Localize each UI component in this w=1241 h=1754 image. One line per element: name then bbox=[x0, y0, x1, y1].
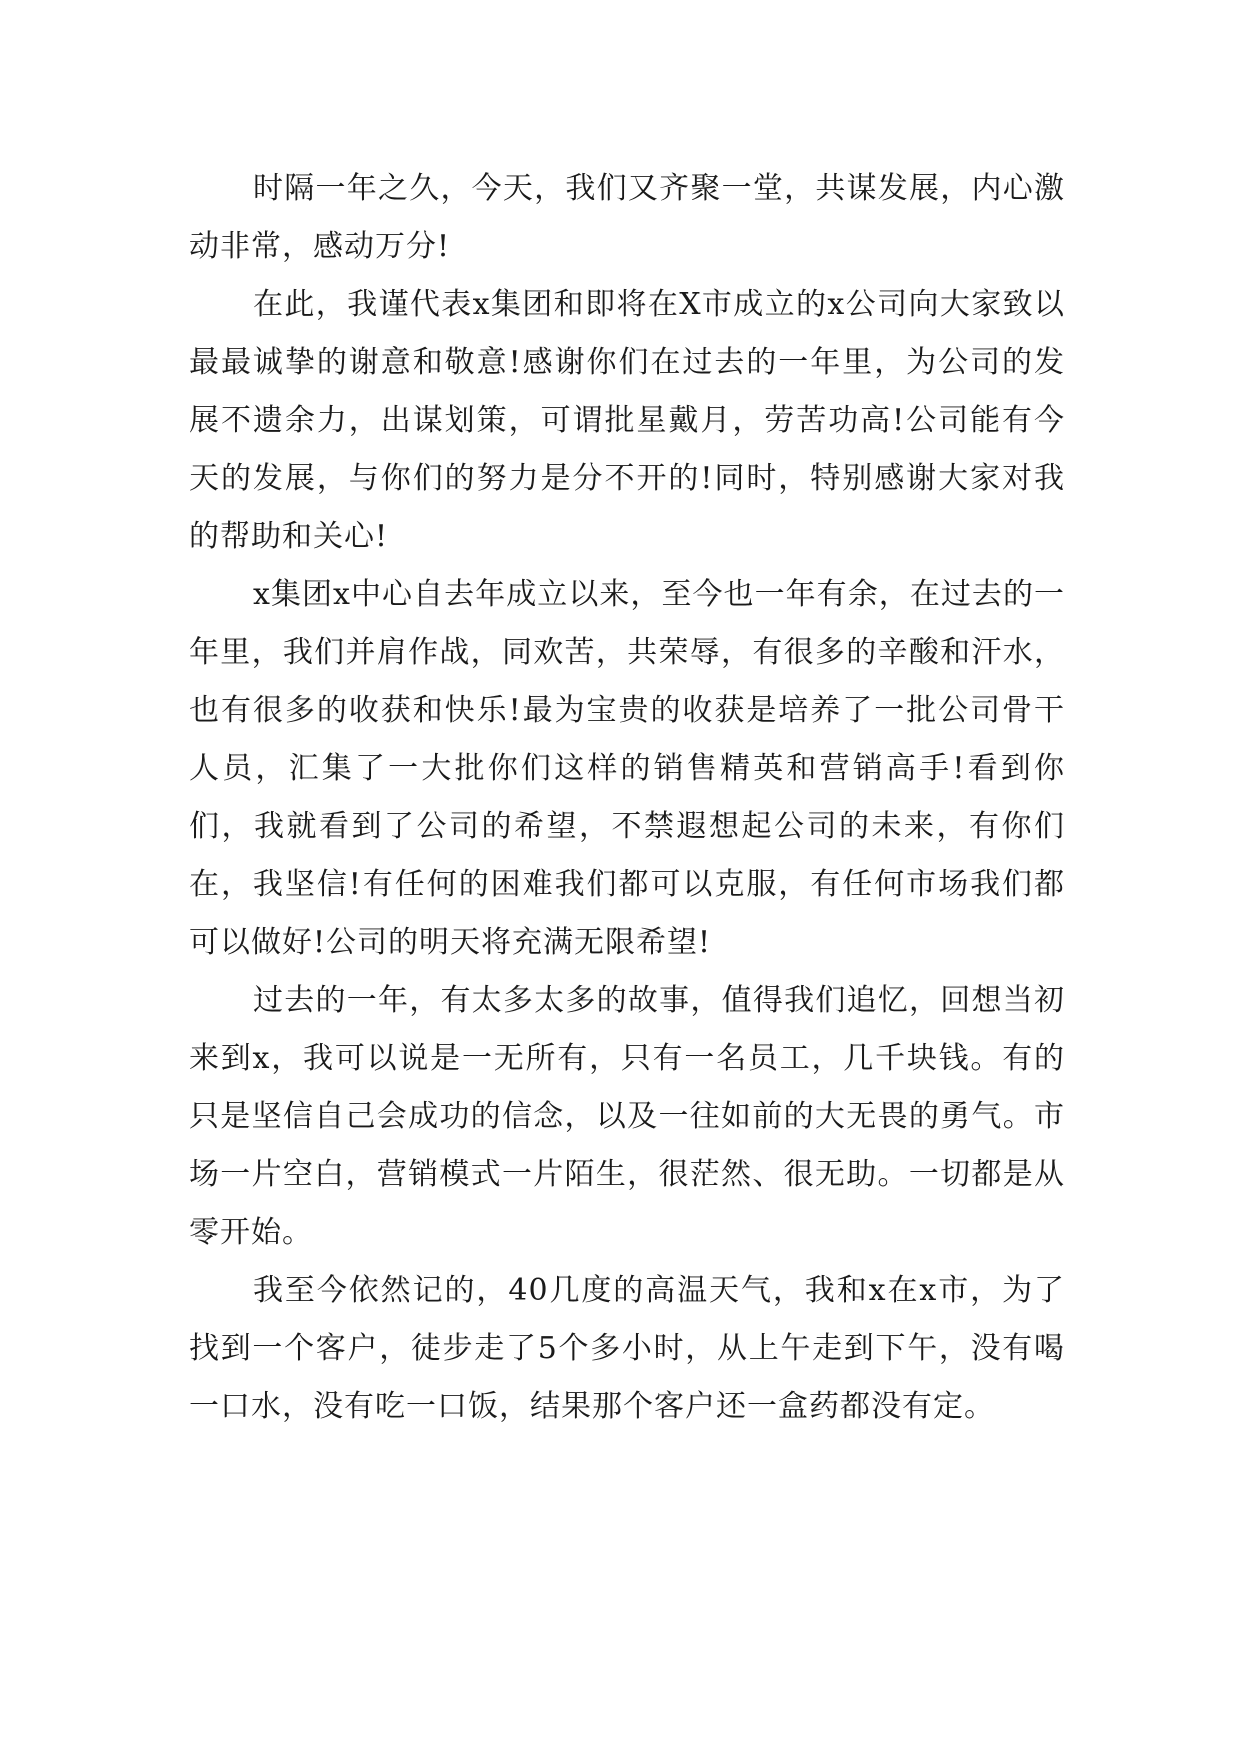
paragraph: 时隔一年之久，今天，我们又齐聚一堂，共谋发展，内心激动非常，感动万分! bbox=[189, 171, 1065, 264]
paragraph: 在此，我谨代表x集团和即将在X市成立的x公司向大家致以最最诚挚的谢意和敬意!感谢你们在过去的一年里，为公司的发展不遗余力，出谋划策，可谓批星戴月，劳苦功高!公司能有今天的发展，与你们的努力是分不开的!同时，特别感谢大家对我的帮助和关心! bbox=[189, 287, 1065, 554]
document-body bbox=[189, 160, 1065, 1436]
paragraph: x集团x中心自去年成立以来，至今也一年有余，在过去的一年里，我们并肩作战，同欢苦，共荣辱，有很多的辛酸和汗水，也有很多的收获和快乐!最为宝贵的收获是培养了一批公司骨干人员，汇集了一大批你们这样的销售精英和营销高手!看到你们，我就看到了公司的希望，不禁遐想起公司的未来，有你们在，我坚信!有任何的困难我们都可以克服，有任何市场我们都可以做好!公司的明天将充满无限希望! bbox=[189, 577, 1065, 960]
paragraph: 我至今依然记的，40几度的高温天气，我和x在x市，为了找到一个客户，徒步走了5个多小时，从上午走到下午，没有喝一口水，没有吃一口饭，结果那个客户还一盒药都没有定。 bbox=[189, 1273, 1065, 1424]
paragraph: 过去的一年，有太多太多的故事，值得我们追忆，回想当初来到x，我可以说是一无所有，只有一名员工，几千块钱。有的只是坚信自己会成功的信念，以及一往如前的大无畏的勇气。市场一片空白，营销模式一片陌生，很茫然、很无助。一切都是从零开始。 bbox=[189, 983, 1065, 1250]
